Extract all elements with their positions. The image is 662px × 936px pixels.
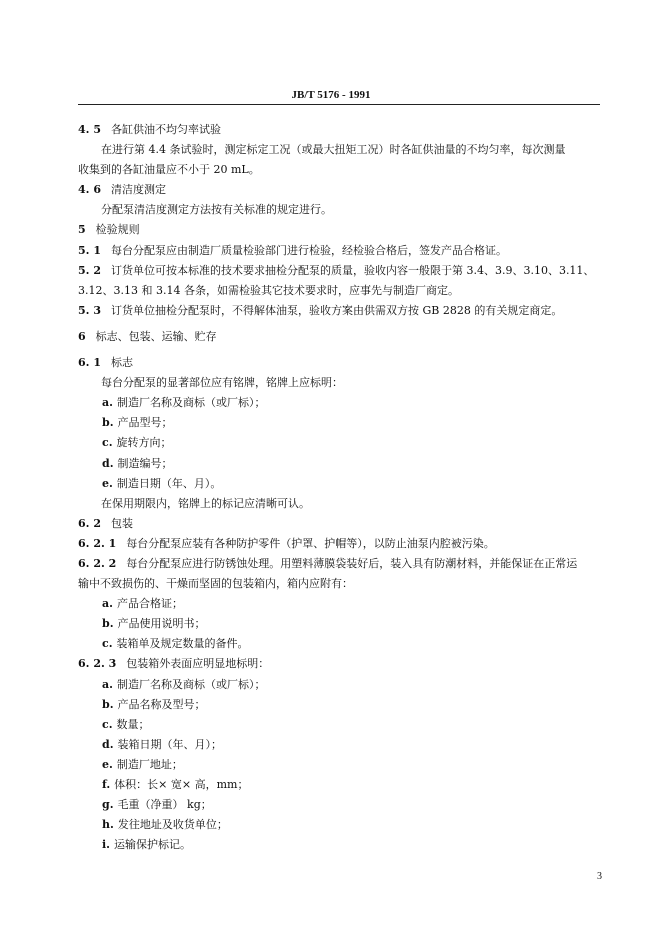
list-item: [78, 393, 604, 413]
section-number: 6. 2: [78, 516, 101, 530]
standard-code-header: JB/T 5176 - 1991: [291, 89, 371, 101]
list-item-text: 装箱日期（年、月）；: [117, 737, 223, 751]
section-number: 5. 1: [78, 243, 101, 257]
section-5-1: [78, 241, 604, 261]
paragraph: 分配泵清洁度测定方法按有关标准的规定进行。: [101, 203, 332, 217]
paragraph-continuation: 3.12、3.13 和 3.14 各条，如需检验其它技术要求时，应事先与制造厂商定。: [78, 283, 459, 297]
list-item-text: 制造编号；: [117, 456, 173, 470]
paragraph-continuation: 输中不致损伤的、干燥而坚固的包装箱内，箱内应附有：: [78, 577, 353, 591]
section-text: 订货单位可按本标准的技术要求抽检分配泵的质量，验收内容一般限于第 3.4、3.9、3.10、3.11、: [110, 263, 595, 277]
list-item-letter: g.: [102, 798, 114, 812]
list-item-text: 制造日期（年、月）。: [116, 476, 222, 490]
list-item-letter: c.: [102, 637, 113, 651]
section-6-heading: [78, 327, 604, 347]
list-item: [78, 715, 604, 735]
list-item: [78, 474, 604, 494]
section-5-heading: [78, 220, 604, 240]
paragraph: 每台分配泵的显著部位应有铭牌，铭牌上应标明：: [101, 376, 343, 390]
list-item-text: 产品使用说明书；: [117, 617, 206, 631]
section-title: 各缸供油不均匀率试验: [110, 123, 221, 136]
list-item: [78, 735, 604, 755]
section-text: 包装箱外表面应明显地标明：: [126, 657, 270, 671]
document-body: [78, 120, 604, 855]
section-text: 每台分配泵应由制造厂质量检验部门进行检验，经检验合格后，签发产品合格证。: [110, 243, 507, 257]
list-item: [78, 795, 604, 815]
section-6-1-heading: [78, 353, 604, 373]
list-item: [78, 454, 604, 474]
paragraph: 在进行第 4.4 条试验时，测定标定工况（或最大扭矩工况）时各缸供油量的不均匀率，每次测量: [101, 143, 566, 157]
section-number: 6. 1: [78, 356, 101, 370]
section-5-2: [78, 261, 604, 281]
list-item-letter: a.: [102, 677, 113, 691]
section-number: 6. 2. 3: [78, 657, 117, 671]
section-number: 5. 3: [78, 303, 101, 317]
list-item-letter: c.: [102, 436, 113, 450]
list-item-text: 旋转方向；: [116, 436, 172, 450]
section-text: 订货单位抽检分配泵时，不得解体油泵，验收方案由供需双方按 GB 2828 的有关规定商定。: [110, 303, 563, 317]
section-6-2-1: [78, 534, 604, 554]
list-item: [78, 675, 604, 695]
header-rule: [78, 104, 600, 105]
list-item: [78, 755, 604, 775]
list-item-text: 毛重（净重） kg；: [117, 798, 212, 812]
section-number: 4. 6: [78, 183, 101, 197]
list-item: [78, 594, 604, 614]
section-title: 包装: [110, 516, 133, 530]
package-marking-list: [78, 675, 604, 856]
list-item: [78, 695, 604, 715]
section-6-2-heading: [78, 514, 604, 534]
section-number: 5. 2: [78, 263, 101, 277]
list-item-letter: c.: [102, 717, 113, 731]
section-title: 清洁度测定: [110, 183, 166, 197]
section-title: 检验规则: [95, 223, 140, 237]
section-5-3: [78, 301, 604, 321]
list-item: [78, 815, 604, 835]
list-item-letter: b.: [102, 416, 114, 430]
section-title: 标志、包装、运输、贮存: [95, 329, 217, 343]
list-item-text: 制造厂名称及商标（或厂标）；: [116, 396, 266, 410]
list-item-letter: d.: [102, 737, 114, 751]
list-item: [78, 614, 604, 634]
list-item-letter: h.: [102, 818, 114, 832]
list-item-text: 制造厂地址；: [116, 757, 183, 771]
list-item: [78, 835, 604, 855]
section-4-5-heading: [78, 120, 604, 140]
list-item-letter: i.: [102, 838, 111, 852]
list-item-letter: e.: [102, 757, 113, 771]
section-number: 5: [78, 223, 86, 237]
list-item-text: 体积：长× 宽× 高，mm；: [114, 778, 249, 791]
list-item-text: 制造厂名称及商标（或厂标）；: [116, 677, 266, 691]
section-4-6-heading: [78, 180, 604, 200]
section-6-2-2: [78, 554, 604, 574]
section-6-2-3: [78, 654, 604, 674]
list-item: [78, 433, 604, 453]
paragraph: 在保用期限内，铭牌上的标记应清晰可认。: [101, 496, 310, 510]
list-item-text: 装箱单及规定数量的备件。: [116, 637, 249, 651]
list-item-letter: a.: [102, 396, 113, 410]
list-item-letter: a.: [102, 597, 113, 611]
section-number: 4. 5: [78, 123, 101, 136]
list-item-letter: b.: [102, 617, 114, 631]
list-item-text: 产品合格证；: [116, 597, 183, 611]
list-item-text: 数量；: [116, 717, 150, 731]
section-number: 6. 2. 1: [78, 536, 117, 550]
list-item-text: 产品名称及型号；: [117, 697, 206, 711]
package-contents-list: [78, 594, 604, 654]
page-number: 3: [597, 871, 602, 882]
section-title: 标志: [110, 356, 133, 370]
section-number: 6: [78, 329, 86, 343]
list-item-letter: d.: [102, 456, 114, 470]
section-number: 6. 2. 2: [78, 556, 117, 570]
list-item: [78, 413, 604, 433]
paragraph-continuation: 收集到的各缸油量应不小于 20 mL。: [78, 163, 260, 177]
list-item-text: 发往地址及收货单位；: [117, 818, 228, 832]
nameplate-items-list: [78, 393, 604, 493]
list-item: [78, 634, 604, 654]
list-item-text: 运输保护标记。: [114, 838, 192, 852]
list-item-text: 产品型号；: [117, 416, 173, 430]
list-item-letter: b.: [102, 697, 114, 711]
section-text: 每台分配泵应装有各种防护零件（护罩、护帽等），以防止油泵内腔被污染。: [126, 536, 495, 550]
section-text: 每台分配泵应进行防锈蚀处理。用塑料薄膜袋装好后，装入具有防潮材料，并能保证在正常运: [126, 556, 578, 570]
list-item-letter: e.: [102, 476, 113, 490]
list-item: [78, 775, 604, 795]
list-item-letter: f.: [102, 778, 111, 791]
